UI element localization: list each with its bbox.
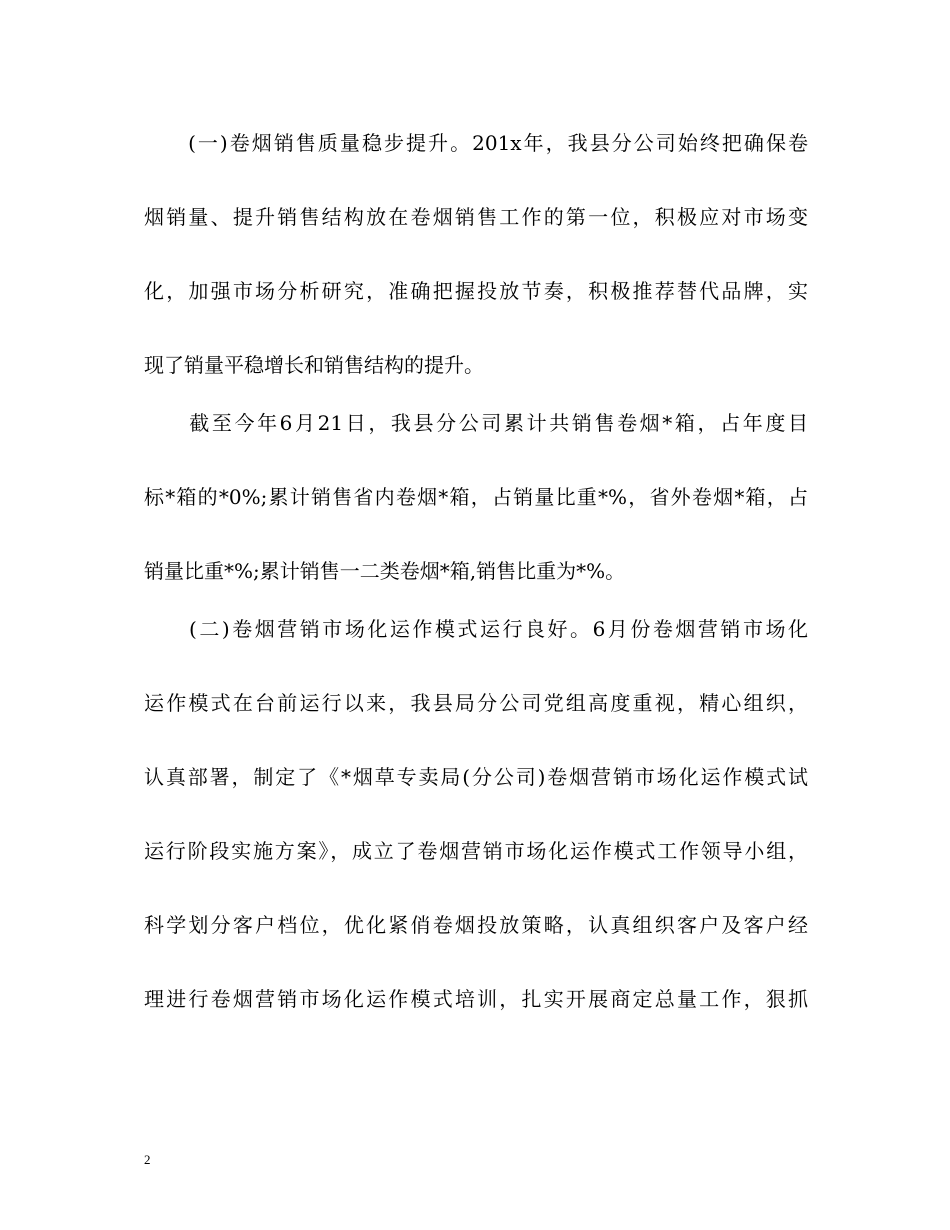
text-line: 理进行卷烟营销市场化运作模式培训，扎实开展商定总量工作，狠抓: [144, 987, 808, 1011]
page-number: 2: [144, 1152, 151, 1167]
text-line: 截至今年6月21日，我县分公司累计共销售卷烟*箱，占年度目: [144, 411, 808, 435]
text-line: 标*箱的*0%;累计销售省内卷烟*箱，占销量比重*%，省外卷烟*箱，占: [144, 485, 808, 509]
text-line: 现了销量平稳增长和销售结构的提升。: [144, 353, 484, 377]
text-line: 化，加强市场分析研究，准确把握投放节奏，积极推荐替代品牌，实: [144, 279, 808, 303]
text-line: 运行阶段实施方案》，成立了卷烟营销市场化运作模式工作领导小组，: [144, 839, 808, 863]
text-line: 认真部署，制定了《*烟草专卖局(分公司)卷烟营销市场化运作模式试: [144, 765, 808, 789]
text-line: (一)卷烟销售质量稳步提升。201x年，我县分公司始终把确保卷: [144, 131, 808, 155]
text-line: (二)卷烟营销市场化运作模式运行良好。6月份卷烟营销市场化: [144, 617, 808, 641]
text-line: 科学划分客户档位，优化紧俏卷烟投放策略，认真组织客户及客户经: [144, 913, 808, 937]
text-line: 运作模式在台前运行以来，我县局分公司党组高度重视，精心组织，: [144, 691, 808, 715]
text-line: 销量比重*%;累计销售一二类卷烟*箱,销售比重为*%。: [144, 559, 626, 583]
text-line: 烟销量、提升销售结构放在卷烟销售工作的第一位，积极应对市场变: [144, 205, 808, 229]
